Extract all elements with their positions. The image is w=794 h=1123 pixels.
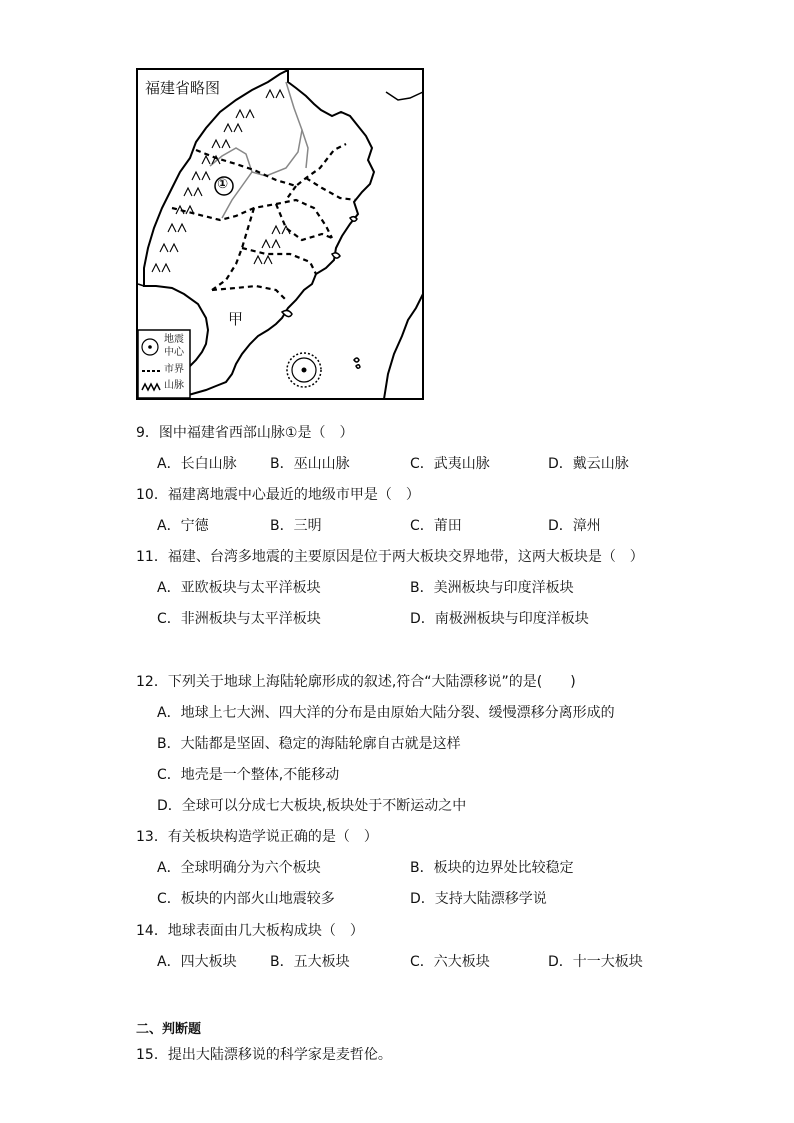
question-10-option-d[interactable]: D．漳州 [548, 518, 601, 534]
question-11-option-a[interactable]: A．亚欧板块与太平洋板块 [157, 580, 321, 596]
legend-boundary-label: 市界 [164, 364, 184, 375]
question-15-stem: 15．提出大陆漂移说的科学家是麦哲伦。 [136, 1047, 392, 1063]
fujian-map [136, 68, 424, 400]
question-13-option-d[interactable]: D．支持大陆漂移学说 [410, 891, 547, 907]
question-12-option-d[interactable]: D．全球可以分成七大板块,板块处于不断运动之中 [157, 798, 467, 814]
question-14-stem: 14．地球表面由几大板构成块（ ） [136, 923, 364, 939]
section-heading: 二、判断题 [136, 1022, 202, 1037]
question-9-option-d[interactable]: D．戴云山脉 [548, 456, 629, 472]
legend-mountain-label: 山脉 [164, 380, 184, 391]
question-9-option-a[interactable]: A．长白山脉 [157, 456, 237, 472]
question-9-stem: 9．图中福建省西部山脉①是（ ） [136, 425, 354, 441]
mountain-label: ① [217, 177, 229, 192]
question-14-option-a[interactable]: A．四大板块 [157, 954, 237, 970]
question-10-stem: 10．福建离地震中心最近的地级市甲是（ ） [136, 487, 420, 503]
question-13-option-a[interactable]: A．全球明确分为六个板块 [157, 860, 321, 876]
legend-quake-label-2: 中心 [164, 347, 184, 358]
question-11-stem: 11．福建、台湾多地震的主要原因是位于两大板块交界地带，这两大板块是（ ） [136, 549, 644, 565]
question-11-option-c[interactable]: C．非洲板块与太平洋板块 [157, 611, 321, 627]
city-label: 甲 [228, 310, 244, 328]
question-10-option-c[interactable]: C．莆田 [410, 518, 462, 534]
legend-quake-label-1: 地震 [164, 334, 184, 345]
question-9-option-c[interactable]: C．武夷山脉 [410, 456, 490, 472]
question-10-option-a[interactable]: A．宁德 [157, 518, 209, 534]
question-9-option-b[interactable]: B．巫山山脉 [270, 456, 350, 472]
question-10-option-b[interactable]: B．三明 [270, 518, 322, 534]
question-11-option-b[interactable]: B．美洲板块与印度洋板块 [410, 580, 574, 596]
question-12-option-a[interactable]: A．地球上七大洲、四大洋的分布是由原始大陆分裂、缓慢漂移分离形成的 [157, 705, 615, 721]
question-14-option-c[interactable]: C．六大板块 [410, 954, 490, 970]
question-12-stem: 12．下列关于地球上海陆轮廓形成的叙述,符合“大陆漂移说”的是( ) [136, 674, 576, 690]
question-12-option-c[interactable]: C．地壳是一个整体,不能移动 [157, 767, 340, 783]
question-14-option-d[interactable]: D．十一大板块 [548, 954, 643, 970]
question-13-option-c[interactable]: C．板块的内部火山地震较多 [157, 891, 335, 907]
question-12-option-b[interactable]: B．大陆都是坚固、稳定的海陆轮廓自古就是这样 [157, 736, 461, 752]
question-14-option-b[interactable]: B．五大板块 [270, 954, 350, 970]
question-13-stem: 13．有关板块构造学说正确的是（ ） [136, 829, 378, 845]
question-13-option-b[interactable]: B．板块的边界处比较稳定 [410, 860, 574, 876]
map-title: 福建省略图 [145, 79, 221, 97]
question-11-option-d[interactable]: D．南极洲板块与印度洋板块 [410, 611, 589, 627]
